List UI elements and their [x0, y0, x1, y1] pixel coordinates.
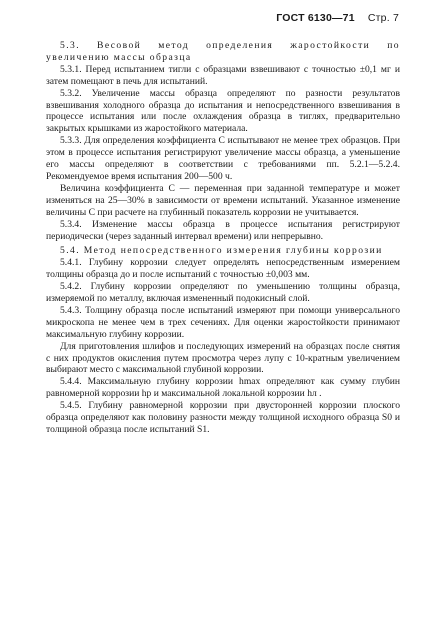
paragraph-5-4-3: 5.4.3. Толщину образца после испытаний измеряют при помощи универсального микроскопа не менее чем в трех сечениях. Для оценки жаростойкости принимают максимальную глубину коррозии. [46, 304, 400, 340]
paragraph-5-3-1: 5.3.1. Перед испытанием тигли с образцами взвешивают с точностью ±0,1 мг и затем помещают в печь для испытаний. [46, 63, 400, 87]
standard-number: ГОСТ 6130—71 [276, 12, 355, 24]
paragraph-5-3-3: 5.3.3. Для определения коэффициента C испытывают не менее трех образцов. При этом в процессе испытания регистрируют увеличение массы образца, а уменьшение его массы определяют в соответствии с требованиями пп. 5.2.1—5.2.4. Рекомендуемое время испытания 200—500 ч. [46, 135, 400, 182]
paragraph-shlify: Для приготовления шлифов и последующих измерений на образцах после снятия с них продуктов окисления путем просмотра через лупу с 10-кратным увеличением выбирают место с максимальной глубиной коррозии. [46, 340, 400, 376]
paragraph-5-3-4: 5.3.4. Изменение массы образца в процессе испытания регистрируют периодически (через заданный интервал времени) или непрерывно. [46, 218, 400, 242]
page-number: Стр. 7 [367, 12, 399, 24]
paragraph-5-4-2: 5.4.2. Глубину коррозии определяют по уменьшению толщины образца, измеряемой по металлу, включая измененный подокисный слой. [46, 281, 400, 305]
section-heading-5-4: 5.4. Метод непосредственного измерения глубины коррозии [60, 245, 383, 257]
paragraph-5-4-4: 5.4.4. Максимальную глубину коррозии hmax определяют как сумму глубин равномерной коррозии hр и максимальной локальной коррозии hл . [46, 376, 400, 400]
section-heading-5-3: 5.3. Весовой метод определения жаростойкости по увеличению массы образца [46, 40, 400, 63]
paragraph-5-4-5: 5.4.5. Глубину равномерной коррозии при двусторонней коррозии плоского образца определяют как половину разности между толщиной исходного образца S0 и толщиной образца после испытаний S1. [46, 400, 400, 435]
paragraph-coefficient-c: Величина коэффициента C — переменная при заданной температуре и может изменяться на 25—30% в зависимости от времени испытаний. Указанное изменение величины C при расчете на глубинный показатель коррозии не учитывается. [46, 182, 400, 218]
paragraph-5-4-1: 5.4.1. Глубину коррозии следует определять непосредственным измерением толщины образца до и после испытаний с точностью ±0,003 мм. [46, 257, 400, 281]
paragraph-5-3-2: 5.3.2. Увеличение массы образца определяют по разности результатов взвешивания холодного образца до испытания и непосредственного взвешивания в процессе испытания или после охлаждения образца в тиглях, предварительно закрытых крышками из жаростойкого материала. [46, 87, 400, 135]
page-header [276, 12, 399, 24]
document-body [46, 40, 400, 436]
